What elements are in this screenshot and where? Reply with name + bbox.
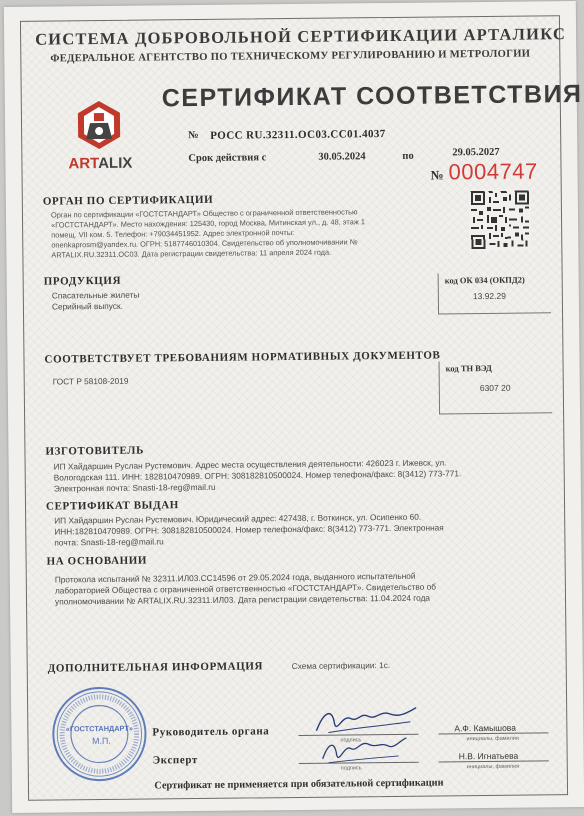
certificate-title: СЕРТИФИКАТ СООТВЕТСТВИЯ xyxy=(161,79,583,113)
cert-body-line: onenkaprosm@yandex.ru. ОГРН: 5187746010304. Свидетельство об уполномочивании № xyxy=(51,237,358,250)
cert-body-line: Орган по сертификации «ГОСТСТАНДАРТ» Общество с ограниченной ответственностью xyxy=(50,207,358,220)
valid-to: 29.05.2027 xyxy=(452,146,500,159)
reg-number-label: № xyxy=(188,129,199,142)
tnved-code-label: код ТН ВЭД xyxy=(445,362,492,374)
validity-to-label: по xyxy=(402,150,414,162)
expert-sign-caption: подпись xyxy=(340,765,362,772)
manufacturer-heading: ИЗГОТОВИТЕЛЬ xyxy=(45,444,144,458)
certificate-frame xyxy=(20,15,583,801)
manufacturer-line: Вологодская 111. ИНН: 182810470989. ОГРН: 308182810500024. Номер телефона/факс: 8(3412) 773-771. xyxy=(53,468,462,483)
expert-name-line xyxy=(439,760,549,762)
artalix-logo xyxy=(74,99,125,158)
basis-heading: НА ОСНОВАНИИ xyxy=(46,554,148,568)
serial-number: 0004747 xyxy=(448,158,538,185)
standard-value: ГОСТ Р 58108-2019 xyxy=(52,375,129,387)
product-line: Спасательные жилеты xyxy=(51,289,140,301)
expert-name-caption: инициалы, фамилия xyxy=(466,763,520,771)
head-name-line xyxy=(438,732,548,734)
logo-text-red: ART xyxy=(68,155,99,173)
product-text xyxy=(52,287,412,313)
validity-label: Срок действия с xyxy=(188,152,267,165)
okpd2-code-label: код ОК 034 (ОКПД2) xyxy=(444,274,525,286)
cert-body-line: ARTALIX.RU.32311.ОС03. Дата регистрации свидетельства: 11 апреля 2024 года. xyxy=(51,247,332,260)
basis-text xyxy=(55,569,575,608)
expert-label: Эксперт xyxy=(152,754,198,767)
footer-note: Сертификат не применяется при обязательной сертификации xyxy=(154,777,444,792)
tnved-code-value: 6307 20 xyxy=(479,382,511,394)
tnved-code-box xyxy=(439,360,553,414)
serial-number-label: № xyxy=(430,167,444,183)
expert-name: Н.В. Игнатьева xyxy=(458,750,519,762)
okpd2-code-box xyxy=(438,272,551,314)
artalix-logo-text xyxy=(68,155,132,173)
issued-to-line: ИНН:182810470989. ОГРН: 308182810500024. Номер телефона/факс: 8(3412) 773-771. Электронная xyxy=(54,522,444,537)
logo-text-dark: ALIX xyxy=(98,154,133,173)
certificate-page xyxy=(4,1,584,813)
product-line: Серийный выпуск. xyxy=(51,300,123,312)
expert-signature xyxy=(318,734,408,772)
certification-body-heading: ОРГАН ПО СЕРТИФИКАЦИИ xyxy=(42,193,214,208)
reg-number: РОСС RU.32311.ОС03.СС01.4037 xyxy=(210,128,386,142)
head-sign-caption: подпись xyxy=(340,737,362,744)
additional-info-heading: ДОПОЛНИТЕЛЬНАЯ ИНФОРМАЦИЯ xyxy=(47,660,264,675)
okpd2-code-value: 13.92.29 xyxy=(472,290,506,302)
agency-name: ФЕДЕРАЛЬНОЕ АГЕНТСТВО ПО ТЕХНИЧЕСКОМУ РЕГУЛИРОВАНИЮ И МЕТРОЛОГИИ xyxy=(50,48,531,65)
head-of-body-label: Руководитель органа xyxy=(152,725,270,739)
cert-body-line: «ГОСТСТАНДАРТ». Место нахождения: 125430, город Москва, Митинская ул., д. 48, этаж 1 xyxy=(51,217,365,230)
product-heading: ПРОДУКЦИЯ xyxy=(43,274,122,288)
issued-to-heading: СЕРТИФИКАТ ВЫДАН xyxy=(45,499,179,513)
issued-to-line: ИП Хайдаршин Руслан Рустемович. Юридический адрес: 427438, г. Воткинск, ул. Осипенко 60. xyxy=(54,511,422,526)
manufacturer-line: Электронная почта: Snasti-18-reg@mail.ru xyxy=(53,482,216,494)
conformity-heading: СООТВЕТСТВУЕТ ТРЕБОВАНИЯМ НОРМАТИВНЫХ ДОКУМЕНТОВ xyxy=(44,349,441,366)
valid-from: 30.05.2024 xyxy=(318,151,366,163)
issued-to-line: почта: Snasti-18-reg@mail.ru xyxy=(54,536,164,548)
manufacturer-line: ИП Хайдаршин Руслан Рустемович. Адрес места осуществления деятельности: 426023 г. Ижевск, ул. xyxy=(53,457,447,472)
stamp-mp: М.П. xyxy=(92,735,111,746)
qr-code xyxy=(469,189,532,252)
manufacturer-text xyxy=(54,456,574,495)
basis-line: Протокола испытаний № 32311.ИЛ03.СС14596 от 29.05.2024 года, выданного испытательной xyxy=(54,570,416,585)
cert-body-line: помещ. VII ком. 5. Телефон: +79034451952. Адрес электронной почты: xyxy=(51,227,295,240)
basis-line: лабораторией Общества с ограниченной ответственностью «ГОСТСТАНДАРТ». Свидетельство об xyxy=(54,581,437,596)
basis-line: уполномочивании № ARTALIX.RU.32311.ИЛ03. Дата регистрации свидетельства: 11.04.2024 года xyxy=(54,592,431,607)
certification-body-text xyxy=(51,206,462,260)
issued-to-text xyxy=(54,510,574,549)
head-name: А.Ф. Камышова xyxy=(454,722,516,734)
certification-stamp xyxy=(50,685,149,784)
system-title: СИСТЕМА ДОБРОВОЛЬНОЙ СЕРТИФИКАЦИИ АРТАЛИКС xyxy=(35,24,567,49)
head-name-caption: инициалы, фамилия xyxy=(466,735,519,743)
stamp-inner-text: «ГОСТСТАНДАРТ» xyxy=(65,723,133,734)
certification-scheme: Схема сертификации: 1с. xyxy=(291,660,391,672)
